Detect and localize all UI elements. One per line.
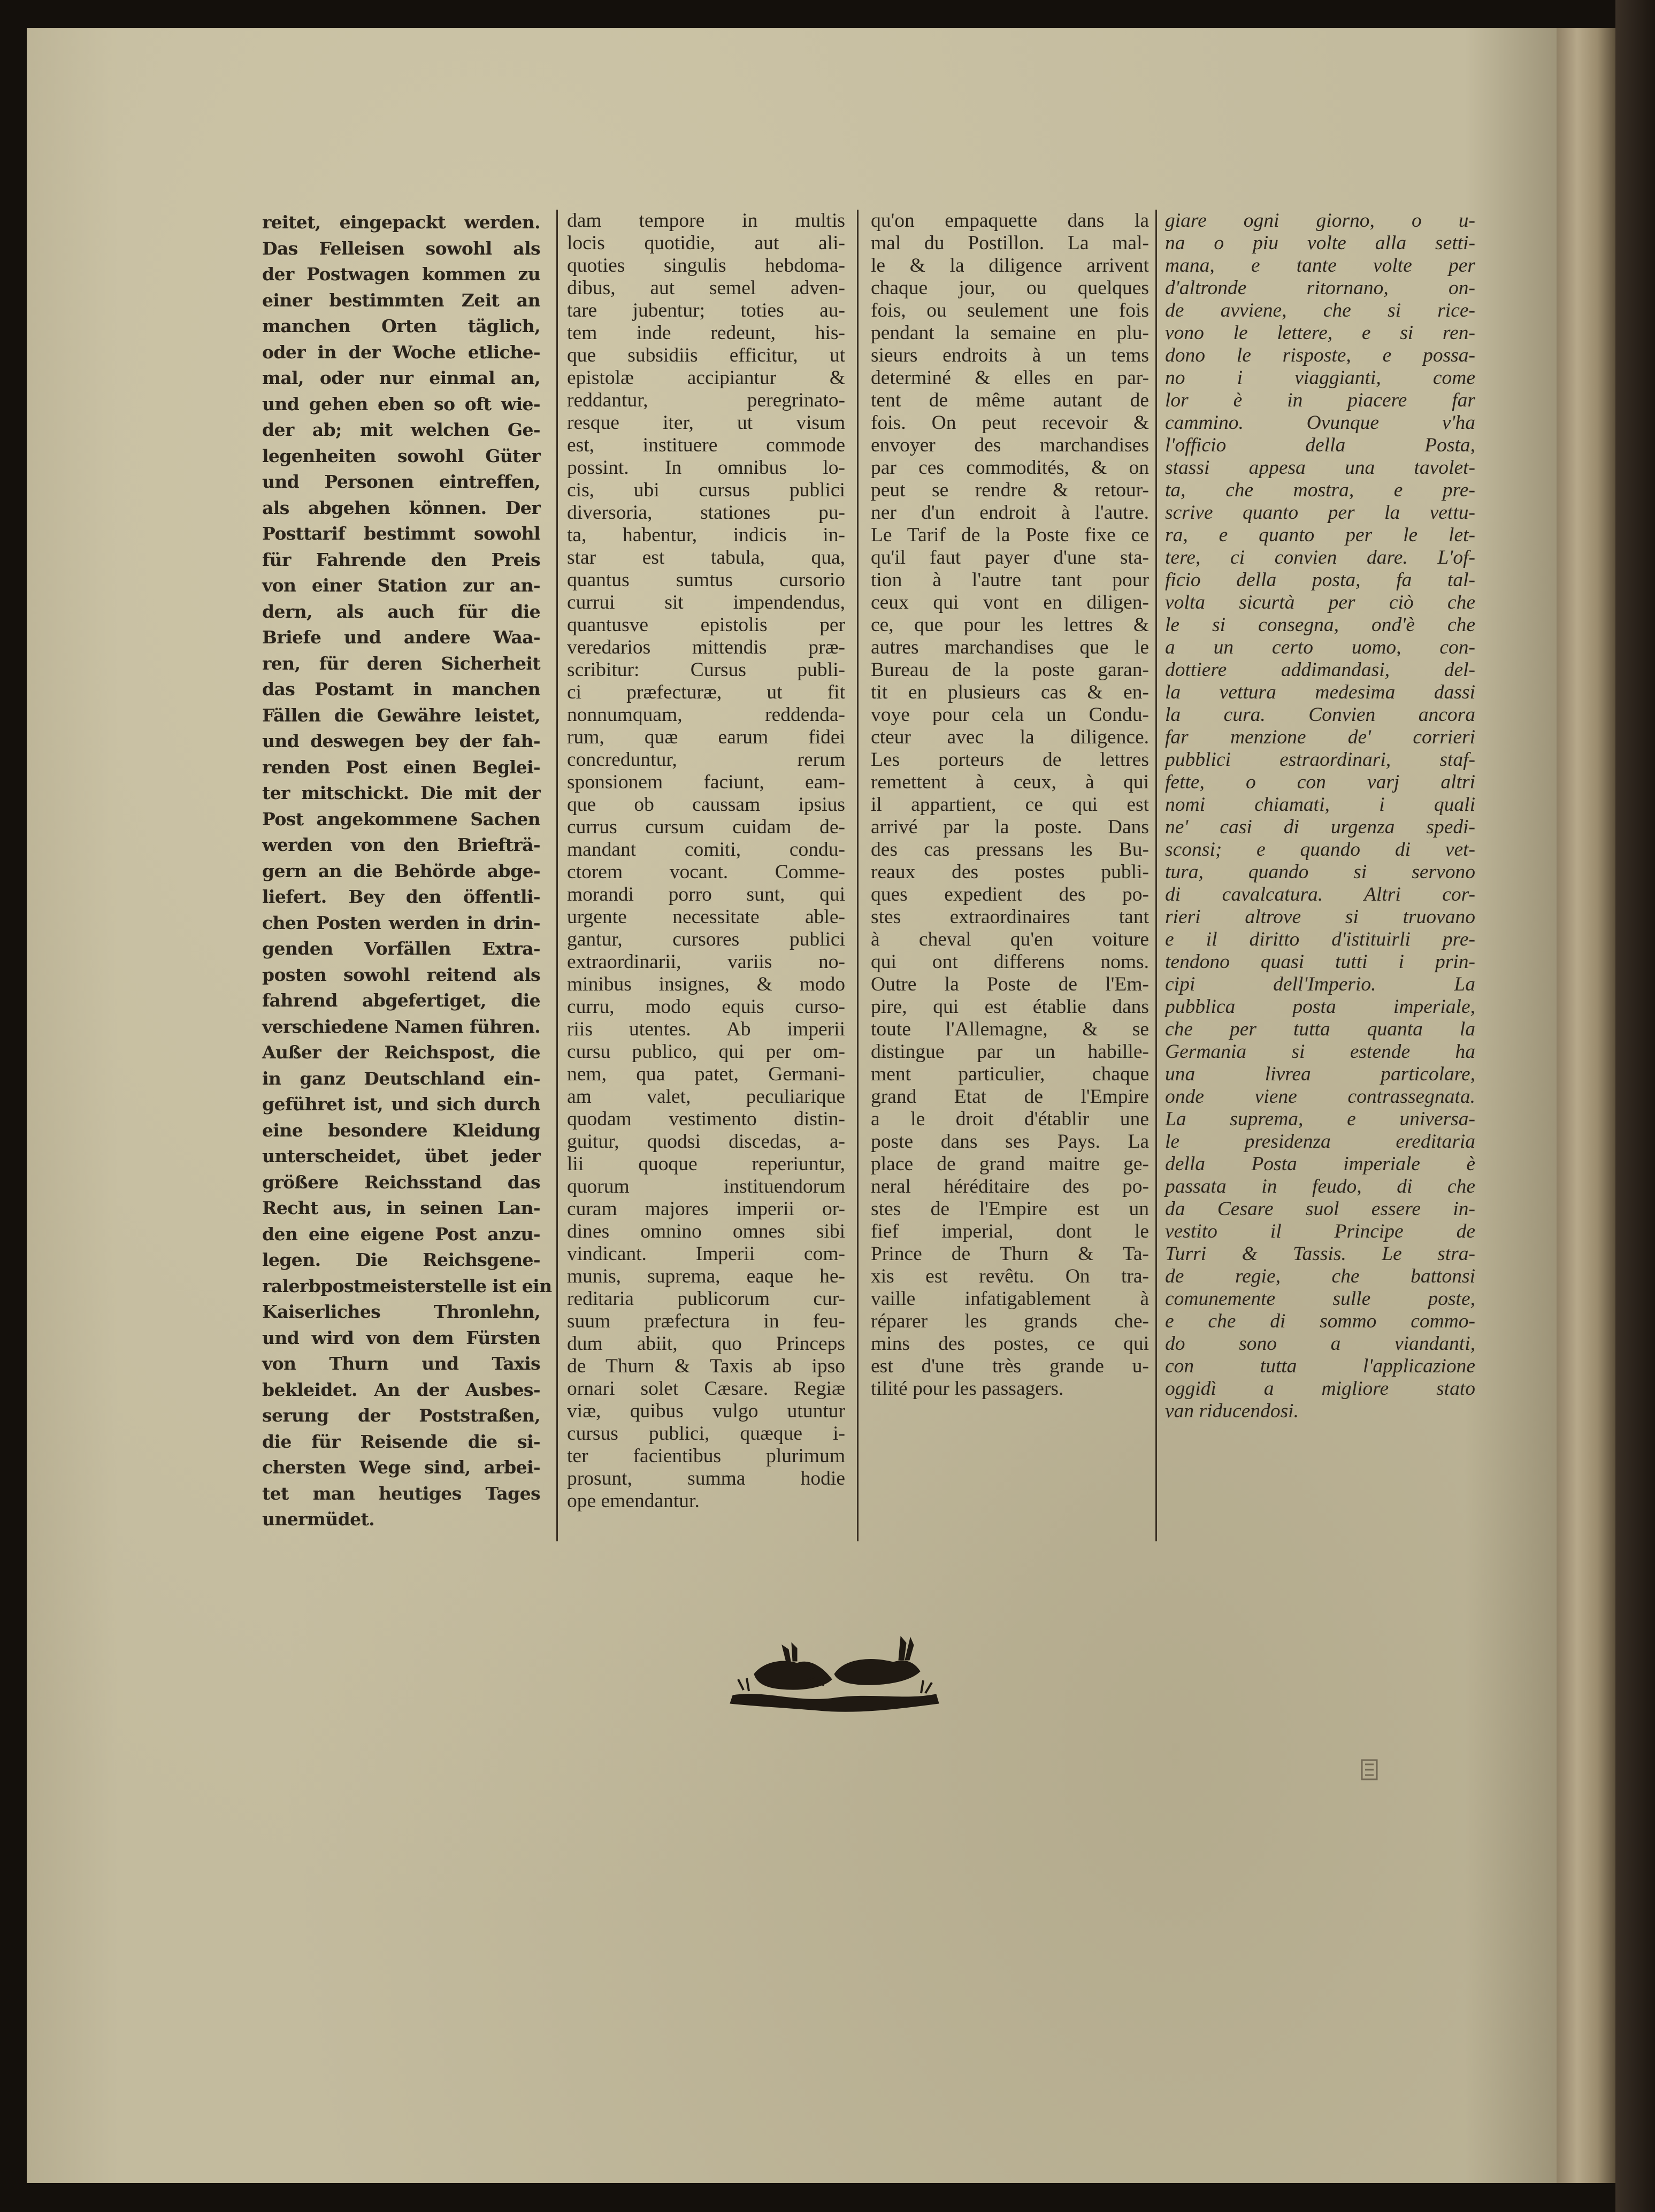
text-line: renden Post einen Beglei- [262, 756, 540, 778]
text-line: Kaiserliches Thronlehn, [262, 1301, 540, 1322]
text-line: legenheiten sowohl Güter [262, 445, 540, 466]
text-line: la cura. Convien ancora [1165, 704, 1475, 726]
text-line: volta sicurtà per ciò che [1165, 592, 1475, 613]
text-line: ta, che mostra, e pre- [1165, 479, 1475, 501]
text-line: eine besondere Kleidung [262, 1119, 540, 1141]
text-line: einer bestimmten Zeit an [262, 289, 540, 311]
text-line: toute l'Allemagne, & se [871, 1018, 1149, 1040]
text-line: l'officio della Posta, [1165, 434, 1475, 456]
text-line: posten sowohl reitend als [262, 964, 540, 985]
text-line: resque iter, ut visum [567, 412, 845, 434]
text-line: dam tempore in multis [567, 210, 845, 232]
text-line: gantur, cursores publici [567, 928, 845, 950]
text-line: curru, modo equis curso- [567, 996, 845, 1018]
text-line: genden Vorfällen Extra- [262, 938, 540, 959]
text-line: für Fahrende den Preis [262, 549, 540, 570]
text-line: tion à l'autre tant pour [871, 569, 1149, 591]
text-line: mandant comiti, condu- [567, 839, 845, 861]
text-line: tura, quando si servono [1165, 861, 1475, 883]
text-line: cammino. Ovunque v'ha [1165, 412, 1475, 434]
column-rule [857, 210, 859, 1541]
text-line: stes de l'Empire est un [871, 1198, 1149, 1220]
text-line: am valet, peculiarique [567, 1086, 845, 1108]
text-line: e che di sommo commo- [1165, 1310, 1475, 1332]
text-line: sieurs endroits à un tems [871, 344, 1149, 366]
text-line: veredarios mittendis præ- [567, 636, 845, 658]
text-line: dottiere addimandasi, del- [1165, 659, 1475, 681]
text-line: quodam vestimento distin- [567, 1108, 845, 1130]
text-line: dines omnino omnes sibi [567, 1220, 845, 1242]
text-line: na o piu volte alla setti- [1165, 232, 1475, 254]
text-line: Recht aus, in seinen Lan- [262, 1197, 540, 1218]
text-line: reaux des postes publi- [871, 861, 1149, 883]
text-line: Briefe und andere Waa- [262, 627, 540, 648]
text-line: ope emendantur. [567, 1490, 700, 1512]
text-line: guitur, quodsi discedas, a- [567, 1131, 845, 1153]
text-line: La suprema, e universa- [1165, 1108, 1475, 1130]
text-line: ceux qui vont en diligen- [871, 592, 1149, 613]
text-line: curam majores imperii or- [567, 1198, 845, 1220]
text-line: sconsi; e quando di vet- [1165, 839, 1475, 861]
text-line: urgente necessitate able- [567, 906, 845, 928]
text-line: ficio della posta, fa tal- [1165, 569, 1475, 591]
text-line: de regie, che battonsi [1165, 1265, 1475, 1287]
text-line: den eine eigene Post anzu- [262, 1223, 540, 1245]
text-line: con tutta l'applicazione [1165, 1355, 1475, 1377]
text-line: mins des postes, ce qui [871, 1333, 1149, 1355]
text-line: sponsionem faciunt, eam- [567, 771, 845, 793]
book-spine-shadow [1615, 0, 1655, 2212]
column-italian [1165, 210, 1475, 1423]
text-line: Prince de Thurn & Ta- [871, 1243, 1149, 1265]
text-line: prosunt, summa hodie [567, 1468, 845, 1489]
text-line: giare ogni giorno, o u- [1165, 210, 1475, 232]
text-line: chersten Wege sind, arbei- [262, 1457, 540, 1478]
text-line: ner d'un endroit à l'autre. [871, 502, 1149, 524]
text-line: quoties singulis hebdoma- [567, 255, 845, 276]
text-line: nomi chiamati, i quali [1165, 794, 1475, 816]
text-line: onde viene contrassegnata. [1165, 1086, 1475, 1108]
text-line: fois, ou seulement une fois [871, 299, 1149, 321]
text-line: remettent à ceux, à qui [871, 771, 1149, 793]
text-line: dern, als auch für die [262, 601, 540, 622]
text-line: nem, qua patet, Germani- [567, 1063, 845, 1085]
text-line: die für Reisende die si- [262, 1431, 540, 1452]
text-line: und gehen eben so oft wie- [262, 393, 540, 414]
text-line: reitet, eingepackt werden. [262, 212, 540, 233]
library-stamp-mark-icon [1359, 1757, 1380, 1783]
text-line: tare jubentur; toties au- [567, 299, 845, 321]
text-line: vestito il Principe de [1165, 1220, 1475, 1242]
text-line: als abgehen können. Der [262, 497, 540, 518]
text-line: place de grand maitre ge- [871, 1153, 1149, 1175]
text-line: ci præfecturæ, ut fit [567, 681, 845, 703]
tail-piece-vignette-icon [722, 1594, 947, 1722]
text-line: da Cesare suol essere in- [1165, 1198, 1475, 1220]
text-line: dono le risposte, e possa- [1165, 344, 1475, 366]
text-line: cipi dell'Imperio. La [1165, 973, 1475, 995]
text-line: réparer les grands che- [871, 1310, 1149, 1332]
text-line: legen. Die Reichsgene- [262, 1249, 540, 1270]
text-line: cursu publico, qui per om- [567, 1041, 845, 1063]
text-line: ter mitschickt. Die mit der [262, 782, 540, 803]
text-line: ta, habentur, indicis in- [567, 524, 845, 546]
text-line: ce, que pour les lettres & [871, 614, 1149, 636]
text-line: serung der Poststraßen, [262, 1405, 540, 1426]
column-french [871, 210, 1149, 1400]
text-line: determiné & elles en par- [871, 367, 1149, 389]
text-line: quorum instituendorum [567, 1176, 845, 1197]
text-line: mana, e tante volte per [1165, 255, 1475, 276]
text-line: ralerbpostmeisterstelle ist ein [262, 1275, 552, 1296]
text-line: ter facientibus plurimum [567, 1445, 845, 1467]
text-line: fief imperial, dont le [871, 1220, 1149, 1242]
text-line: suum præfectura in feu- [567, 1310, 845, 1332]
text-line: riis utentes. Ab imperii [567, 1018, 845, 1040]
column-rule [556, 210, 558, 1541]
text-line: Turri & Tassis. Le stra- [1165, 1243, 1475, 1265]
text-line: Germania si estende ha [1165, 1041, 1475, 1063]
text-line: a un certo uomo, con- [1165, 636, 1475, 658]
text-line: chen Posten werden in drin- [262, 912, 540, 933]
text-line: Le Tarif de la Poste fixe ce [871, 524, 1149, 546]
text-line: passata in feudo, di che [1165, 1176, 1475, 1197]
text-line: mal du Postillon. La mal- [871, 232, 1149, 254]
text-line: possint. In omnibus lo- [567, 457, 845, 479]
text-line: munis, suprema, eaque he- [567, 1265, 845, 1287]
text-line: autres marchandises que le [871, 636, 1149, 658]
text-line: unterscheidet, übet jeder [262, 1146, 540, 1166]
text-line: dibus, aut semel adven- [567, 277, 845, 299]
text-line: Fällen die Gewähre leistet, [262, 704, 540, 726]
text-line: vaille infatigablement à [871, 1288, 1149, 1310]
text-line: und Personen eintreffen, [262, 471, 540, 492]
text-line: cursus publici, quæque i- [567, 1423, 845, 1445]
text-line: größere Reichsstand das [262, 1171, 540, 1193]
text-line: der ab; mit welchen Ge- [262, 419, 540, 440]
column-rule [1155, 210, 1157, 1541]
text-line: que ob caussam ipsius [567, 794, 845, 816]
text-line: Außer der Reichspost, die [262, 1042, 540, 1063]
text-line: viæ, quibus vulgo utuntur [567, 1400, 845, 1422]
text-line: manchen Orten täglich, [262, 316, 540, 336]
text-line: no i viaggianti, come [1165, 367, 1475, 389]
text-line: pubblici estraordinari, staf- [1165, 749, 1475, 771]
text-line: quantusve epistolis per [567, 614, 845, 636]
text-line: cteur avec la diligence. [871, 726, 1149, 748]
text-line: ment particulier, chaque [871, 1063, 1149, 1085]
text-line: oder in der Woche etliche- [262, 341, 540, 363]
text-line: rum, quæ earum fidei [567, 726, 845, 748]
text-line: vono le lettere, e si ren- [1165, 322, 1475, 344]
text-line: werden von den Briefträ- [262, 834, 540, 855]
text-line: est d'une très grande u- [871, 1355, 1149, 1377]
text-line: qu'il faut payer d'une sta- [871, 547, 1149, 569]
text-line: far menzione de' corrieri [1165, 726, 1475, 748]
text-line: tem inde redeunt, his- [567, 322, 845, 344]
text-line: poste dans ses Pays. La [871, 1131, 1149, 1153]
text-line: fette, o con varj altri [1165, 771, 1475, 793]
text-line: che per tutta quanta la [1165, 1018, 1475, 1040]
text-line: das Postamt in manchen [262, 679, 540, 700]
text-line: envoyer des marchandises [871, 434, 1149, 456]
text-line: est, instituere commode [567, 434, 845, 456]
text-line: de Thurn & Taxis ab ipso [567, 1355, 845, 1377]
text-line: fois. On peut recevoir & [871, 412, 1149, 434]
text-line: grand Etat de l'Empire [871, 1086, 1149, 1108]
text-line: a le droit d'établir une [871, 1108, 1149, 1130]
text-line: ne' casi di urgenza spedi- [1165, 816, 1475, 838]
text-line: Das Felleisen sowohl als [262, 237, 540, 259]
text-line: le & la diligence arrivent [871, 255, 1149, 276]
text-line: tet man heutiges Tages [262, 1483, 540, 1504]
text-line: mal, oder nur einmal an, [262, 367, 540, 388]
text-line: minibus insignes, & modo [567, 973, 845, 995]
text-line: quantus sumtus cursorio [567, 569, 845, 591]
text-line: pire, qui est établie dans [871, 996, 1149, 1018]
text-line: le si consegna, ond'è che [1165, 614, 1475, 636]
text-line: voye pour cela un Condu- [871, 704, 1149, 726]
text-line: rieri altrove si truovano [1165, 906, 1475, 928]
text-line: di cavalcatura. Altri cor- [1165, 884, 1475, 905]
binding-edge [1557, 28, 1615, 2183]
text-line: neral héréditaire des po- [871, 1176, 1149, 1197]
text-line: tere, ci convien dare. L'of- [1165, 547, 1475, 569]
text-line: von einer Station zur an- [262, 575, 540, 596]
text-line: tilité pour les passagers. [871, 1378, 1064, 1400]
text-line: à cheval qu'en voiture [871, 928, 1149, 950]
text-line: qui ont differens noms. [871, 951, 1149, 973]
text-line: scrive quanto per la vettu- [1165, 502, 1475, 524]
text-line: verschiedene Namen führen. [262, 1016, 540, 1037]
text-line: extraordinarii, variis no- [567, 951, 845, 973]
text-line: que subsidiis efficitur, ut [567, 344, 845, 366]
text-line: comunemente sulle poste, [1165, 1288, 1475, 1310]
text-line: tendono quasi tutti i prin- [1165, 951, 1475, 973]
text-line: geführet ist, und sich durch [262, 1094, 540, 1115]
text-line: unermüdet. [262, 1509, 375, 1530]
text-line: le presidenza ereditaria [1165, 1131, 1475, 1153]
text-line: do sono a viandanti, [1165, 1333, 1475, 1355]
text-line: qu'on empaquette dans la [871, 210, 1149, 232]
text-line: locis quotidie, aut ali- [567, 232, 845, 254]
text-line: xis est revêtu. On tra- [871, 1265, 1149, 1287]
text-line: vindicant. Imperii com- [567, 1243, 845, 1265]
column-latin [567, 210, 845, 1512]
text-line: morandi porro sunt, qui [567, 884, 845, 905]
text-line: ques expedient des po- [871, 884, 1149, 905]
text-line: dum abiit, quo Princeps [567, 1333, 845, 1355]
text-line: par ces commodités, & on [871, 457, 1149, 479]
text-line: Les porteurs de lettres [871, 749, 1149, 771]
text-line: currus cursum cuidam de- [567, 816, 845, 838]
text-line: diversoria, stationes pu- [567, 502, 845, 524]
text-line: una livrea particolare, [1165, 1063, 1475, 1085]
text-line: ren, für deren Sicherheit [262, 652, 540, 674]
text-line: in ganz Deutschland ein- [262, 1067, 540, 1089]
text-line: pendant la semaine en plu- [871, 322, 1149, 344]
text-line: Outre la Poste de l'Em- [871, 973, 1149, 995]
text-line: pubblica posta imperiale, [1165, 996, 1475, 1018]
text-line: fahrend abgefertiget, die [262, 990, 540, 1011]
text-line: bekleidet. An der Ausbes- [262, 1379, 540, 1400]
text-line: oggidì a migliore stato [1165, 1378, 1475, 1400]
text-line: distingue par un habille- [871, 1041, 1149, 1063]
text-line: tent de même autant de [871, 389, 1149, 411]
text-line: de avviene, che si rice- [1165, 299, 1475, 321]
text-line: lor è in piacere far [1165, 389, 1475, 411]
text-line: scribitur: Cursus publi- [567, 659, 845, 681]
text-line: ornari solet Cæsare. Regiæ [567, 1378, 845, 1400]
text-line: gern an die Behörde abge- [262, 860, 540, 881]
text-line: des cas pressans les Bu- [871, 839, 1149, 861]
text-line: lii quoque reperiuntur, [567, 1153, 845, 1175]
text-line: tit en plusieurs cas & en- [871, 681, 1149, 703]
text-line: nonnumquam, reddenda- [567, 704, 845, 726]
text-line: stes extraordinaires tant [871, 906, 1149, 928]
text-line: und wird von dem Fürsten [262, 1327, 540, 1348]
text-line: reditaria publicorum cur- [567, 1288, 845, 1310]
text-line: concreduntur, rerum [567, 749, 845, 771]
column-german [262, 210, 552, 1533]
text-line: della Posta imperiale è [1165, 1153, 1475, 1175]
text-line: der Postwagen kommen zu [262, 264, 540, 285]
text-line: ctorem vocant. Comme- [567, 861, 845, 883]
text-line: und deswegen bey der fah- [262, 731, 540, 751]
text-line: star est tabula, qua, [567, 547, 845, 569]
text-line: peut se rendre & retour- [871, 479, 1149, 501]
text-line: cis, ubi cursus publici [567, 479, 845, 501]
text-line: la vettura medesima dassi [1165, 681, 1475, 703]
text-line: Bureau de la poste garan- [871, 659, 1149, 681]
text-line: Posttarif bestimmt sowohl [262, 523, 540, 544]
text-line: il appartient, ce qui est [871, 794, 1149, 816]
text-line: ra, e quanto per le let- [1165, 524, 1475, 546]
text-line: van riducendosi. [1165, 1400, 1299, 1422]
text-line: chaque jour, ou quelques [871, 277, 1149, 299]
text-line: stassi appesa una tavolet- [1165, 457, 1475, 479]
text-line: reddantur, peregrinato- [567, 389, 845, 411]
text-line: von Thurn und Taxis [262, 1353, 540, 1374]
text-line: currui sit impendendus, [567, 592, 845, 613]
text-line: Post angekommene Sachen [262, 808, 540, 830]
text-line: epistolæ accipiantur & [567, 367, 845, 389]
text-line: liefert. Bey den öffentli- [262, 886, 540, 907]
text-line: d'altronde ritornano, on- [1165, 277, 1475, 299]
text-line: e il diritto d'istituirli pre- [1165, 928, 1475, 950]
text-line: arrivé par la poste. Dans [871, 816, 1149, 838]
